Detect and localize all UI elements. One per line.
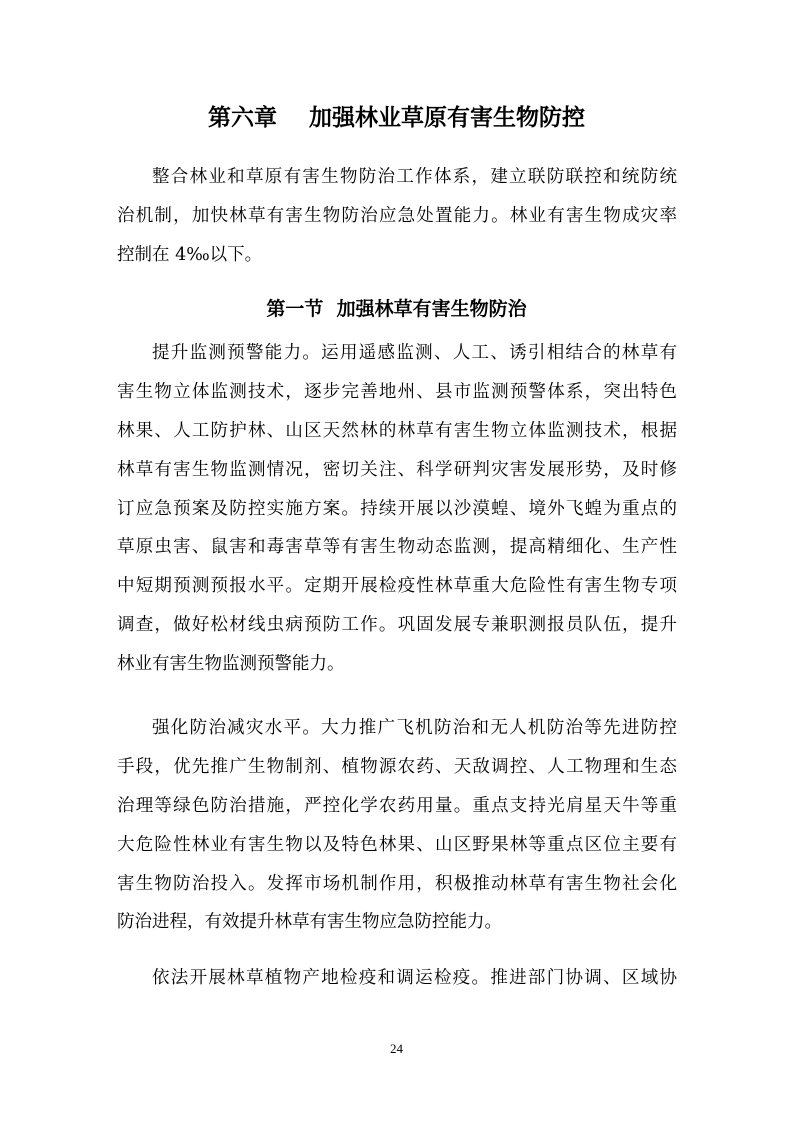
quarantine-paragraph xyxy=(117,959,677,998)
paragraph-line: 提升监测预警能力。运用遥感监测、人工、诱引相结合的林草有 xyxy=(152,343,677,363)
paragraph-line: 治机制，加快林草有害生物防治应急处置能力。林业有害生物成灾率 xyxy=(117,205,677,226)
paragraph-line: 订应急预案及防控实施方案。持续开展以沙漠蝗、境外飞蝗为重点的 xyxy=(117,498,677,519)
intro-paragraph xyxy=(117,158,677,275)
section-title: 第一节 加强林草有害生物防治 xyxy=(266,298,527,320)
monitoring-paragraph xyxy=(117,334,677,684)
control-paragraph xyxy=(117,709,677,942)
paragraph-line: 大危险性林业有害生物以及特色林果、山区野果林等重点区位主要有 xyxy=(117,834,677,855)
paragraph-line: 害生物立体监测技术，逐步完善地州、县市监测预警体系，突出特色 xyxy=(117,381,677,402)
paragraph-line: 控制在 4‰以下。 xyxy=(117,244,263,265)
paragraph-line: 手段，优先推广生物制剂、植物源农药、天敌调控、人工物理和生态 xyxy=(117,756,677,777)
paragraph-line: 依法开展林草植物产地检疫和调运检疫。推进部门协调、区域协 xyxy=(152,968,677,988)
paragraph-line: 草原虫害、鼠害和毒害草等有害生物动态监测，提高精细化、生产性 xyxy=(117,537,677,558)
paragraph-line: 强化防治减灾水平。大力推广飞机防治和无人机防治等先进防控 xyxy=(152,718,677,738)
paragraph-line: 林草有害生物监测情况，密切关注、科学研判灾害发展形势，及时修 xyxy=(117,459,677,480)
paragraph-line: 林果、人工防护林、山区天然林的林草有害生物立体监测技术，根据 xyxy=(117,420,677,441)
paragraph-line: 整合林业和草原有害生物防治工作体系，建立联防联控和统防统 xyxy=(152,167,677,187)
paragraph-line: 中短期预测预报水平。定期开展检疫性林草重大危险性有害生物专项 xyxy=(117,576,677,597)
paragraph-line: 害生物防治投入。发挥市场机制作用，积极推动林草有害生物社会化 xyxy=(117,873,677,894)
paragraph-line: 治理等绿色防治措施，严控化学农药用量。重点支持光肩星天牛等重 xyxy=(117,795,677,816)
page-number: 24 xyxy=(390,1041,403,1056)
paragraph-line: 防治进程，有效提升林草有害生物应急防控能力。 xyxy=(117,912,502,933)
paragraph-line: 调查，做好松材线虫病预防工作。巩固发展专兼职测报员队伍，提升 xyxy=(117,615,677,636)
chapter-title: 第六章 加强林业草原有害生物防控 xyxy=(207,105,586,131)
paragraph-line: 林业有害生物监测预警能力。 xyxy=(117,654,345,675)
